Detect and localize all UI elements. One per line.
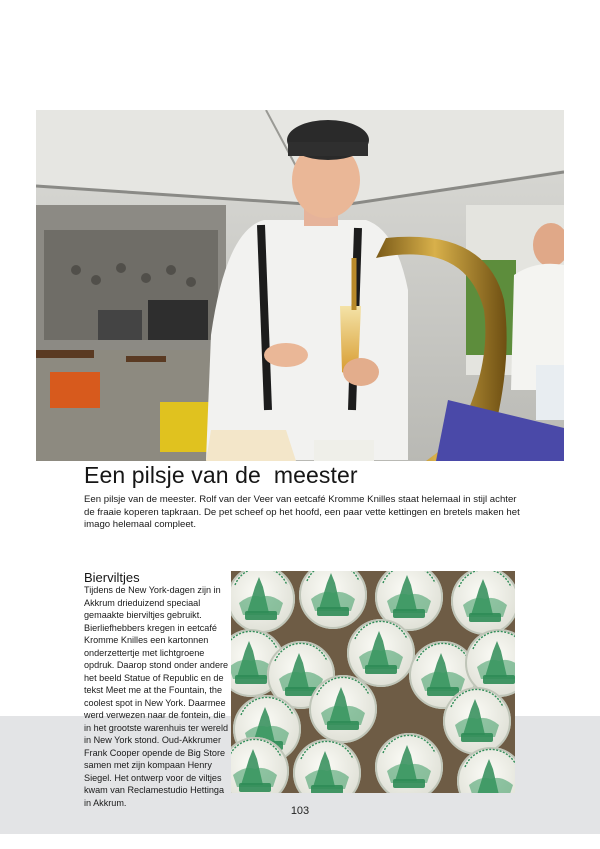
photo-bartender-tap — [36, 110, 564, 461]
page-number: 103 — [290, 805, 310, 817]
sidebar-body: Tijdens de New York-dagen zijn in Akkrum drieduizend speciaal gemaakte bierviltjes gebruikt. Bierliefhebbers kregen in eetcafé Kromme Knilles een kartonnen onderzettertje met lichtgroene opdruk. Daarop stond onder andere het beeld Statue of Republic en de tekst Meet me at the Fountain, the coolest spot in New York. Daarmee werd verwezen naar de fontein, die in het grootste warenhuis ter wereld in New York stond. Oud-Akkrumer Frank Cooper opende de Big Store samen met zijn kompaan Henry Siegel. Het ontwerp voor de viltjes kwam van Reclamestudio Hettinga in Akkrum. — [84, 585, 229, 808]
photo-beer-coasters — [231, 571, 515, 793]
article-caption: Een pilsje van de meester. Rolf van der Veer van eetcafé Kromme Knilles staat helemaal in stijl achter de fraaie koperen tapkraan. De pet scheef op het hoofd, een paar vette kettingen en bretels maken het imago helemaal compleet. — [84, 494, 520, 531]
sidebar-title: Bierviltjes — [84, 570, 140, 585]
article-title: Een pilsje van de meester — [84, 462, 358, 488]
